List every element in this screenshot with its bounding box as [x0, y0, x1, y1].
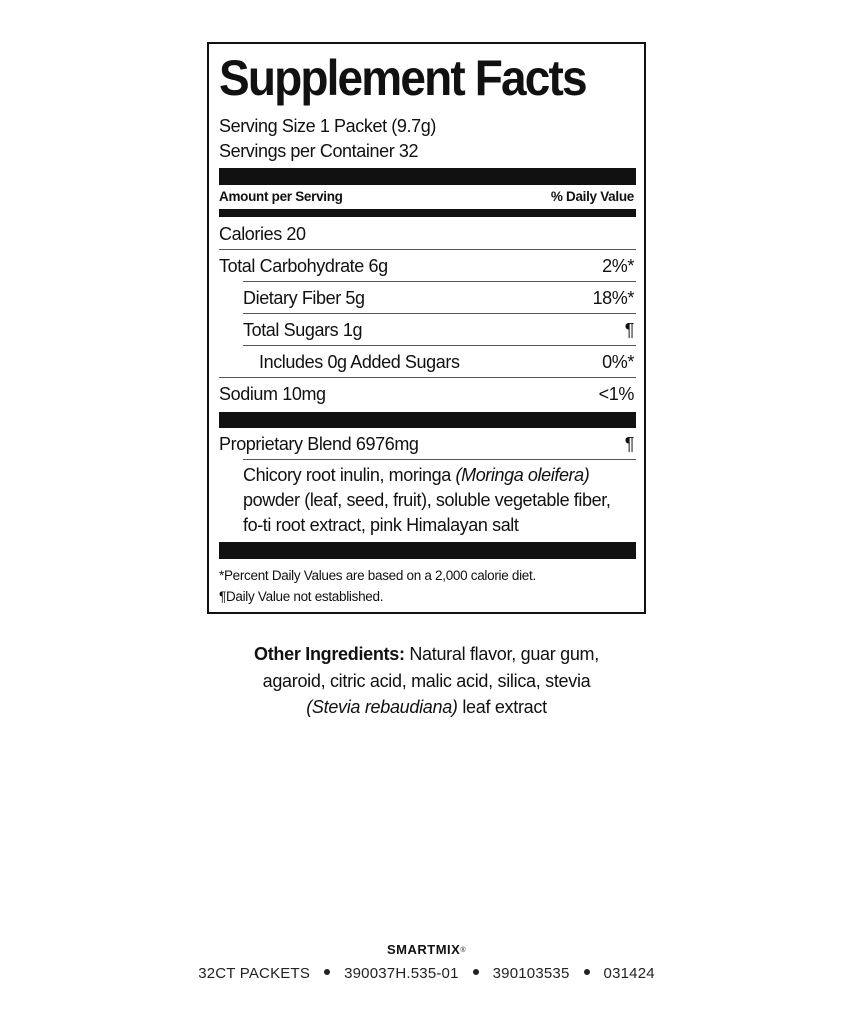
- nutrient-label-total-carbohydrate: Total Carbohydrate 6g: [219, 256, 388, 276]
- item-number: 390103535: [492, 965, 570, 982]
- other-ingredients-line-3: [200, 694, 653, 721]
- nutrient-dv-dietary-fiber: 18%*: [592, 288, 634, 308]
- medium-divider: [219, 209, 636, 217]
- blend-line-1-text: Chicory root inulin, moringa: [243, 465, 456, 485]
- blend-ingredients: [243, 463, 633, 538]
- nutrient-label-sodium: Sodium 10mg: [219, 384, 326, 404]
- other-ingredients-label: Other Ingredients:: [254, 644, 405, 664]
- thick-divider-bottom: [219, 542, 636, 559]
- product-code: 390037H.535-01: [344, 965, 459, 982]
- daily-value-header: % Daily Value: [550, 189, 634, 204]
- serving-size: Serving Size 1 Packet (9.7g): [219, 116, 436, 136]
- proprietary-blend-label: Proprietary Blend 6976mg: [219, 434, 419, 454]
- footnote-not-established: ¶Daily Value not established.: [219, 589, 384, 604]
- nutrient-label-total-sugars: Total Sugars 1g: [243, 320, 363, 340]
- footnote-daily-values: *Percent Daily Values are based on a 2,000 calorie diet.: [219, 568, 536, 583]
- row-divider: [243, 345, 636, 346]
- thick-divider-top: [219, 168, 636, 185]
- registered-mark: ®: [460, 947, 466, 954]
- other-ingredients-line-3-text: leaf extract: [457, 697, 547, 717]
- other-ingredients: [200, 641, 653, 721]
- amount-per-serving-header: Amount per Serving: [219, 189, 343, 204]
- row-divider: [219, 249, 636, 250]
- brand-name: [0, 941, 853, 959]
- other-ingredients-line-2: agaroid, citric acid, malic acid, silica, stevia: [262, 670, 591, 691]
- bullet-dot-icon: [584, 969, 590, 975]
- row-divider: [243, 281, 636, 282]
- product-codes: [0, 964, 853, 984]
- servings-per-container: Servings per Container 32: [219, 141, 419, 161]
- bullet-dot-icon: [473, 969, 479, 975]
- panel-title: Supplement Facts: [219, 50, 586, 106]
- thick-divider-middle: [219, 412, 636, 428]
- row-divider: [243, 459, 636, 460]
- nutrient-dv-added-sugars: 0%*: [602, 352, 634, 372]
- other-ingredients-line-1-text: Natural flavor, guar gum,: [404, 644, 599, 664]
- nutrient-dv-sodium: <1%: [598, 384, 634, 404]
- bullet-dot-icon: [324, 969, 330, 975]
- blend-line-1: [243, 463, 633, 488]
- nutrient-dv-total-sugars: ¶: [624, 320, 634, 340]
- proprietary-blend-dv: ¶: [624, 434, 634, 454]
- row-divider: [219, 377, 636, 378]
- stevia-botanical-name: (Stevia rebaudiana): [306, 697, 458, 717]
- brand-text: SMARTMIX: [386, 942, 461, 957]
- supplement-facts-panel: [207, 42, 646, 614]
- blend-line-2: powder (leaf, seed, fruit), soluble vegetable fiber,: [243, 490, 611, 510]
- moringa-botanical-name: (Moringa oleifera): [455, 465, 590, 485]
- nutrient-dv-total-carbohydrate: 2%*: [602, 256, 634, 276]
- nutrient-label-added-sugars: Includes 0g Added Sugars: [259, 352, 460, 372]
- calories-row: Calories 20: [219, 224, 306, 244]
- packet-count: 32CT PACKETS: [198, 965, 311, 982]
- blend-line-3: fo-ti root extract, pink Himalayan salt: [243, 515, 519, 535]
- row-divider: [243, 313, 636, 314]
- nutrient-label-dietary-fiber: Dietary Fiber 5g: [243, 288, 365, 308]
- date-code: 031424: [603, 965, 655, 982]
- other-ingredients-line-1: [200, 641, 653, 668]
